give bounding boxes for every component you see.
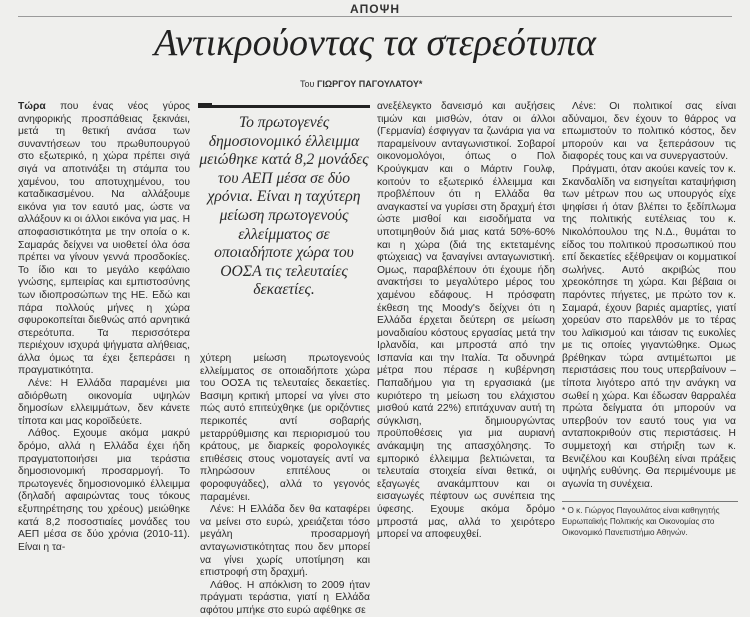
section-label: ΑΠΟΨΗ: [349, 2, 401, 16]
paragraph: [18, 101, 190, 378]
byline: [300, 79, 422, 89]
article-column-4: [562, 101, 736, 491]
pullquote: Το πρωτογενές δημοσιονομικό έλλειμμα μειώθηκε κατά 8,2 μονάδες του ΑΕΠ μέσα σε δύο χρόνια. Είναι η ταχύτερη μείωση πρωτογενούς ελλείμματος σε οποιαδήποτε χώρα του ΟΟΣΑ τις τελευταίες δεκαετίες.: [198, 105, 370, 300]
paragraph: ανεξέλεγκτο δανεισμό και αυξήσεις τιμών και μισθών, όταν οι άλλοι (Γερμανία) έσφιγγαν τα ζωνάρια για να παραμείνουν ανταγωνιστικοί. Σοβαροί οικονομολόγοι, όπως ο Πολ Κρούγκμαν και ο Μάρτιν Γουλφ, κοιτούν το εξωτερικό έλλειμμα και προβλέπουν ότι η Ελλάδα θα αναγκαστεί να γυρίσει στη δραχμή έτσι ώστε μισθοί και εισοδήματα να υποτιμηθούν διά μιας κατά 50%-60% και η χώρα (διά της εκτεταμένης φτώχειας) να ξαναγίνει ανταγωνιστική. Ομως, παραβλέπουν ότι έχουμε ήδη ανακτήσει το μεγαλύτερο μέρος του χαμένου εδάφους. Η πρόσφατη έκθεση της Moody's δείχνει ότι η Ελλάδα έρχεται δεύτερη σε μείωση μοναδιαίου κόστους εργασίας μετά την Ιρλανδία, και μπροστά από την Ισπανία και την Ιταλία. Τα οδυνηρά μέτρα που πέρασε η κυβέρνηση Παπαδήμου για τη εργασιακά (με κυριότερο τη μείωση του ελάχιστου μισθού κατά 22%) επιτάχυναν αυτή τη σύγκλιση, δημιουργώντας προϋποθέσεις για μια αυριανή ανάκαμψη της απασχόλησης. Το εμπορικό έλλειμμα βελτιώνεται, τα τελευταία στοιχεία είναι θετικά, οι εξαγωγές ανακάμπτουν και οι εισαγωγές πέφτουν ως συνέπεια της ύφεσης. Εχουμε ακόμα δρόμο μπροστά μας, αλλά το χειρότερο μπορεί να αποφευχθεί.: [377, 101, 555, 541]
section-divider: [18, 16, 732, 17]
paragraph: Πράγματι, όταν ακούει κανείς τον κ. Σκανδαλίδη να εισηγείται καταψήφιση των μέτρων που ως υπουργός είχε ψηφίσει ή όταν βλέπει το ξεδίπλωμα της πολιτικής ευτέλειας του κ. Νικολόπουλου της Ν.Δ., θυμάται το είδος του πολιτικού προσωπικού που επί δεκαετίες εξέθρεψαν οι κομματικοί σωλήνες. Αυτό ακριβώς που χρεοκόπησε τη χώρα. Και βέβαια οι παρόντες πήγετες, με πρώτο τον κ. Σαμαρά, έχουν βαριές αμαρτίες, γιατί χορεύαν στο παρελθόν με το τέρας του λαϊκισμού και τάισαν τις ευκολίες με τις οποίες γιγαντώθηκε. Ομως βρέθηκαν τώρα αντιμέτωποι με περιστάσεις που τους υπερβαίνουν – τίποτα λιγότερο από την ανάγκη να σωθεί η χώρα. Και έδωσαν θαρραλέα πρώτα δείγματα ότι μπορούν να υπερβούν τον εαυτό τους για να ανταποκριθούν στις περιστάσεις. Η συμμετοχή και στήριξη των κ. Βενιζέλου και Κουβέλη είναι πράξεις υψηλής ευθύνης. Θα περιμένουμε με αγωνία τη συνέχεια.: [562, 163, 736, 490]
author-footnote: * Ο κ. Γιώργος Παγουλάτος είναι καθηγητής Ευρωπαϊκής Πολιτικής και Οικονομίας στο Οικονομικό Πανεπιστήμιο Αθηνών.: [562, 501, 738, 538]
paragraph: Λένε: Η Ελλάδα δεν θα καταφέρει να μείνει στο ευρώ, χρειάζεται τόσο μεγάλη προσαρμογή ανταγωνιστικότητας που δεν μπορεί να γίνει χωρίς υποτίμηση και επιστροφή στη δραχμή.: [200, 504, 370, 579]
headline: Αντικρούοντας τα στερεότυπα: [154, 22, 596, 64]
article-column-2: [200, 353, 370, 617]
paragraph: Λένε: Η Ελλάδα παραμένει μια αδιόρθωτη οικονομία υψηλών δημοσίων ελλειμμάτων, δεν κάνετε τίποτα και μας κοροϊδεύετε.: [18, 378, 190, 427]
article-column-3: [377, 101, 555, 542]
paragraph-text: που ένας νέος γύρος ανηφορικής προσπάθειας ξεκινάει, μετά τη θετική ανάσα των συναντήσεων του πρωθυπουργού στο εξωτερικό, η χώρα πρέπει σιγά σιγά να αποτινάξει τη στάμπα του χαμένου, του αποτυχημένου, του καταδικασμένου. Να αλλάξουμε εικόνα για τον εαυτό μας, ώστε να αλλάξουν κι οι άλλοι εικόνα για μας. Η αποφασιστικότητα με την οποία ο κ. Σαμαράς δείχνει να υιοθετεί όλα όσα πρέπει να γίνουν γεννά προσδοκίες. Το ίδιο και το μεγάλο κεφάλαιο γνώσης, εμπειρίας και εμπιστοσύνης των ιδιοπροσώπων της ΗΕ. Εδώ και πάρα πολλούς μήνες η χώρα σφυροκοπείται διεθνώς από αρνητικά στερεότυπα. Τα περισσότερα περιέχουν ισχυρά ψήγματα αλήθειας, άλλα όμως τα έχει ξεπεράσει η πραγματικότητα.: [18, 101, 190, 377]
byline-prefix: Του: [300, 79, 315, 89]
paragraph: Λάθος. Η απόκλιση το 2009 ήταν πράγματι τεράστια, γιατί η Ελλάδα αφότου μπήκε στο ευρώ αφέθηκε σε: [200, 579, 370, 616]
byline-author: ΓΙΩΡΓΟΥ ΠΑΓΟΥΛΑΤΟΥ*: [316, 79, 423, 89]
paragraph: χύτερη μείωση πρωτογενούς ελλείμματος σε οποιαδήποτε χώρα του ΟΟΣΑ τις τελευταίες δεκαετίες. Βασιμη κριτική μπορεί να γίνει στο πώς αυτό επιτεύχθηκε (με οριζόντιες περικοπές αντί σοβαρής μεταρρύθμισης και περιορισμού του κράτους, με διαρκείς φορολογικές επιθέσεις στους νομοταγείς αντί να πληρώσουν επιτέλους οι φοροφυγάδες), αλλά το γεγονός παραμένει.: [200, 353, 370, 503]
lead-word: Τώρα: [18, 101, 46, 112]
paragraph: Λάθος. Εχουμε ακόμα μακρύ δρόμο, αλλά η Ελλάδα έχει ήδη πραγματοποιήσει μια τεράστια δημοσιονομική προσαρμογή. Το πρωτογενές δημοσιονομικό έλλειμμα (δηλαδή αφαιρώντας τους τόκους εξυπηρέτησης του χρέους) μειώθηκε κατά 8,2 ποσοστιαίες μονάδες του ΑΕΠ μέσα σε δύο χρόνια (2010-11). Είναι η τα-: [18, 428, 190, 553]
article-column-1: [18, 101, 190, 554]
paragraph: Λένε: Οι πολιτικοί σας είναι αδύναμοι, δεν έχουν το θάρρος να επωμιστούν το πολιτικό κόστος, δεν μπορούν και να ξεπεράσουν τις διαφορές τους και να συνεργαστούν.: [562, 101, 736, 163]
